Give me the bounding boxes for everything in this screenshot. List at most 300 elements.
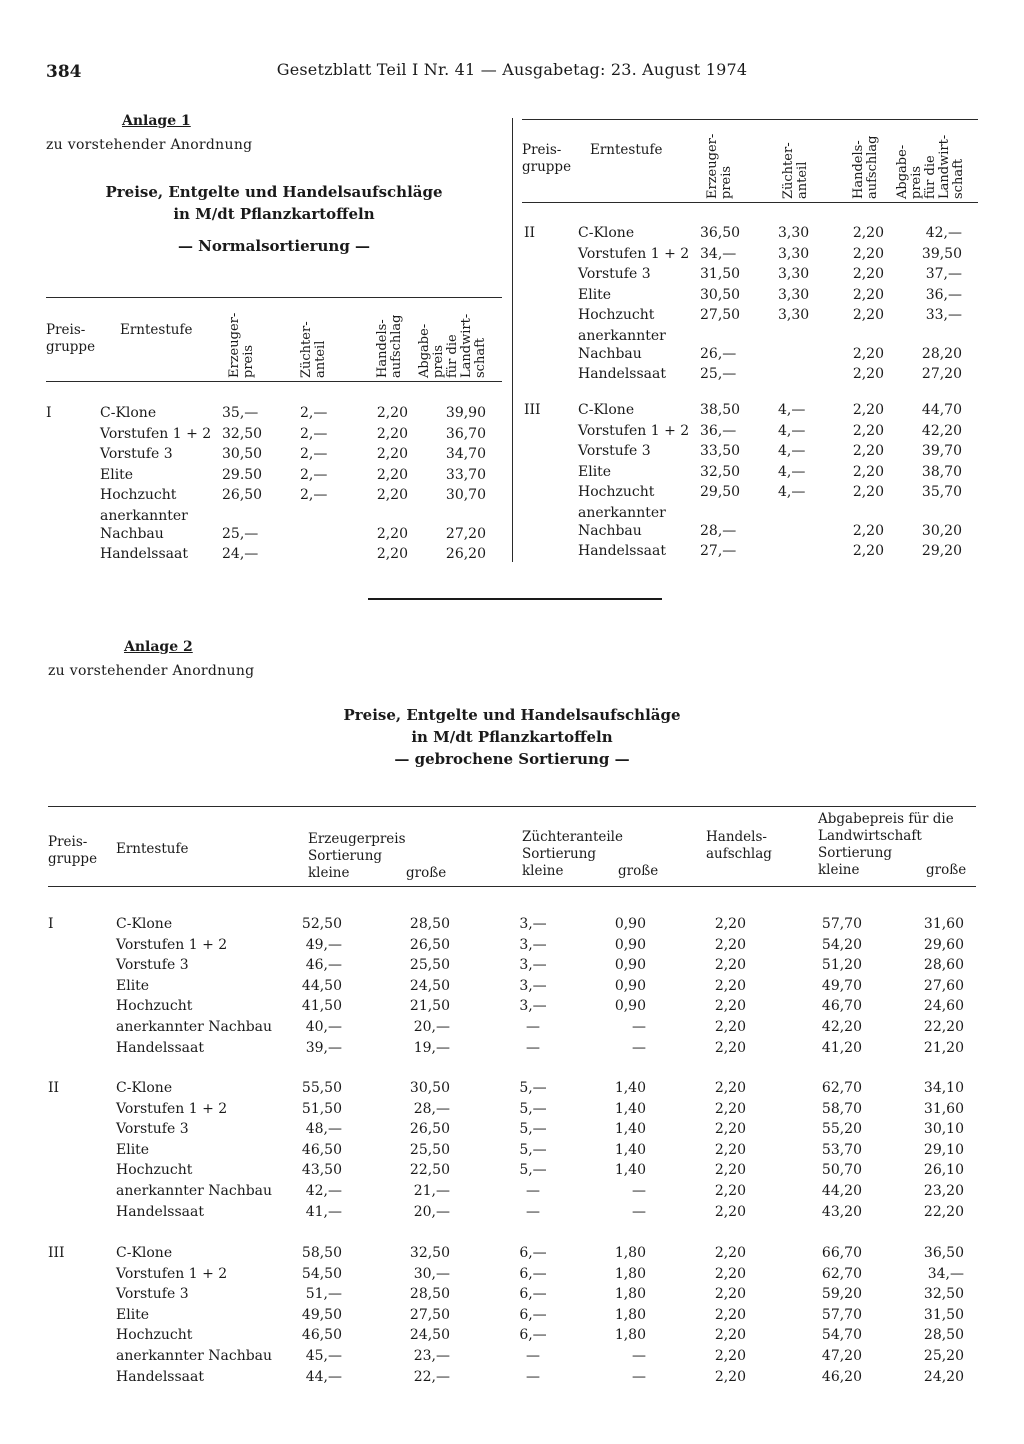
col2-erzeugerpreis-line1: Erzeugerpreis	[308, 831, 406, 847]
erzeuger-kleine-cell: 52,50	[301, 916, 342, 932]
zuechteranteil-cell: 2,—	[300, 487, 328, 504]
zuechter-grosse-cell: —	[632, 1368, 646, 1385]
abgabe-grosse-cell: 29,10	[923, 1141, 964, 1158]
stage-cell: Hochzucht	[116, 1327, 193, 1344]
erzeugerpreis-cell: 26,50	[222, 487, 263, 504]
table-row	[0, 1183, 1000, 1204]
stage-cell: anerkannter Nachbau	[116, 1348, 273, 1364]
abgabe-kleine-cell: 46,20	[821, 1368, 862, 1385]
zuechter-grosse-cell: 0,90	[614, 916, 646, 932]
erzeugerpreis-cell: 33,50	[700, 443, 741, 460]
stage-cell: anerkannter	[578, 328, 666, 344]
abgabepreis-cell: 37,—	[925, 266, 962, 283]
handelsaufschlag-cell: 2,20	[852, 225, 884, 241]
table-row	[0, 402, 1000, 423]
handelsaufschlag-cell: 2,20	[852, 484, 884, 501]
handel-cell: 2,20	[714, 957, 746, 974]
col-erzeugerpreis-right: Erzeuger- preis	[705, 133, 734, 199]
erzeuger-kleine-cell: 42,—	[305, 1183, 342, 1199]
zuechteranteil-cell: 4,—	[778, 402, 806, 418]
stage-cell: Hochzucht	[100, 487, 177, 504]
stage-cell: Nachbau	[578, 345, 642, 362]
abgabe-grosse-cell: 24,20	[923, 1368, 964, 1385]
abgabe-kleine-cell: 44,20	[821, 1183, 862, 1199]
abgabepreis-cell: 42,—	[925, 225, 962, 241]
stage-cell: Handelssaat	[578, 543, 666, 560]
zuechteranteil-cell: 4,—	[778, 484, 806, 501]
handel-cell: 2,20	[714, 1203, 746, 1220]
anlage2-group-label: I	[48, 916, 54, 932]
table-row	[0, 423, 1000, 444]
anlage2-title-line3: — gebrochene Sortierung —	[394, 750, 630, 768]
zuechter-grosse-cell: 1,80	[614, 1286, 646, 1303]
erzeuger-grosse-cell: 30,—	[413, 1265, 450, 1282]
erzeuger-grosse-cell: 25,50	[409, 1141, 450, 1158]
erzeugerpreis-cell: 28,—	[700, 522, 737, 539]
abgabepreis-cell: 33,—	[925, 307, 962, 324]
zuechter-grosse-cell: —	[632, 1019, 646, 1035]
handel-cell: 2,20	[714, 1265, 746, 1282]
zuechter-kleine-cell: 3,—	[519, 957, 547, 974]
erzeugerpreis-cell: 34,—	[700, 245, 737, 262]
abgabe-grosse-cell: 31,60	[923, 1100, 964, 1117]
table-row	[0, 1080, 1000, 1101]
zuechter-grosse-cell: 0,90	[614, 957, 646, 974]
col2-handelsaufschlag	[706, 829, 772, 863]
handel-cell: 2,20	[714, 1327, 746, 1344]
zuechteranteil-cell: 3,30	[778, 266, 810, 283]
table-row	[0, 1245, 1000, 1266]
stage-cell: Handelssaat	[116, 1203, 204, 1220]
erzeuger-kleine-cell: 40,—	[305, 1019, 342, 1035]
anlage2-group-label: II	[48, 1080, 60, 1096]
zuechter-kleine-cell: 3,—	[519, 977, 547, 994]
abgabe-kleine-cell: 41,20	[821, 1039, 862, 1056]
erzeuger-grosse-cell: 24,50	[409, 977, 450, 994]
abgabe-grosse-cell: 30,10	[923, 1121, 964, 1138]
abgabe-kleine-cell: 54,70	[821, 1327, 862, 1344]
table2-header-rule	[48, 886, 976, 887]
abgabepreis-cell: 33,70	[445, 466, 486, 483]
handelsaufschlag-cell: 2,20	[852, 286, 884, 303]
anlage1-title-line3: — Normalsortierung —	[177, 237, 371, 255]
table-row	[0, 1369, 1000, 1390]
stage-cell: Handelssaat	[116, 1368, 204, 1385]
erzeugerpreis-cell: 30,50	[700, 286, 741, 303]
stage-cell: Vorstufe 3	[578, 443, 651, 460]
zuechteranteil-cell: 4,—	[778, 463, 806, 480]
zuechter-kleine-cell: 6,—	[519, 1265, 547, 1282]
handelsaufschlag-cell: 2,20	[376, 425, 408, 442]
anlage2-group-label: III	[48, 1245, 65, 1261]
zuechteranteil-cell: 3,30	[778, 245, 810, 262]
erzeugerpreis-cell: 27,50	[700, 307, 741, 324]
abgabe-grosse-cell: 34,—	[927, 1265, 964, 1282]
col-erntestufe: Erntestufe	[120, 322, 193, 338]
zuechter-grosse-cell: 1,80	[614, 1245, 646, 1261]
handel-cell: 2,20	[714, 977, 746, 994]
zuechter-grosse-cell: 1,40	[614, 1121, 646, 1138]
col2-abgabe-kleine: kleine	[818, 862, 860, 878]
stage-cell: Vorstufe 3	[578, 266, 651, 283]
abgabe-kleine-cell: 57,70	[821, 916, 862, 932]
handel-cell: 2,20	[714, 1306, 746, 1323]
erzeuger-grosse-cell: 30,50	[409, 1080, 450, 1096]
anlage1-subtitle: zu vorstehender Anordnung	[46, 137, 253, 153]
erzeugerpreis-cell: 29,50	[700, 484, 741, 501]
stage-cell: Hochzucht	[578, 484, 655, 501]
erzeuger-grosse-cell: 22,50	[409, 1162, 450, 1179]
zuechter-kleine-cell: 6,—	[519, 1245, 547, 1261]
erzeugerpreis-cell: 25,—	[700, 366, 737, 383]
anlage2-title	[262, 704, 762, 770]
col-preisgruppe: Preis- gruppe	[46, 322, 96, 355]
zuechter-kleine-cell: 5,—	[519, 1141, 547, 1158]
erzeuger-kleine-cell: 41,50	[301, 998, 342, 1015]
erzeugerpreis-cell: 36,—	[700, 422, 737, 439]
col2-zuechter-kleine: kleine	[522, 863, 564, 879]
abgabepreis-cell: 39,70	[921, 443, 962, 460]
col-abgabepreis-right: Abgabe- preis für die Landwirt- schaft	[895, 134, 966, 199]
col2-abgabepreis	[818, 811, 954, 862]
stage-cell: Hochzucht	[116, 1162, 193, 1179]
erzeuger-kleine-cell: 44,50	[301, 977, 342, 994]
table-row	[0, 1327, 1000, 1348]
erzeuger-kleine-cell: 43,50	[301, 1162, 342, 1179]
zuechter-kleine-cell: —	[526, 1203, 540, 1220]
handel-cell: 2,20	[714, 1245, 746, 1261]
table-row	[0, 1162, 1000, 1183]
table-row	[0, 287, 1000, 308]
zuechter-grosse-cell: 1,40	[614, 1162, 646, 1179]
section-separator	[368, 598, 662, 600]
table-row	[0, 998, 1000, 1019]
erzeuger-kleine-cell: 44,—	[305, 1368, 342, 1385]
erzeuger-grosse-cell: 27,50	[409, 1306, 450, 1323]
zuechteranteil-cell: 4,—	[778, 422, 806, 439]
handel-cell: 2,20	[714, 1141, 746, 1158]
col-erzeugerpreis: Erzeuger- preis	[227, 312, 256, 378]
zuechter-kleine-cell: 5,—	[519, 1080, 547, 1096]
handel-cell: 2,20	[714, 1080, 746, 1096]
erzeugerpreis-cell: 29.50	[222, 466, 263, 483]
zuechter-kleine-cell: 6,—	[519, 1327, 547, 1344]
abgabepreis-cell: 27,20	[445, 525, 486, 542]
erzeuger-grosse-cell: 20,—	[413, 1019, 450, 1035]
handelsaufschlag-cell: 2,20	[852, 443, 884, 460]
stage-cell: Nachbau	[100, 525, 164, 542]
handel-cell: 2,20	[714, 1100, 746, 1117]
stage-cell: Elite	[100, 466, 134, 483]
abgabe-grosse-cell: 28,60	[923, 957, 964, 974]
erzeuger-grosse-cell: 26,50	[409, 936, 450, 953]
abgabe-grosse-cell: 22,20	[923, 1203, 964, 1220]
erzeuger-kleine-cell: 41,—	[305, 1203, 342, 1220]
anlage1-label: Anlage 1	[122, 113, 191, 129]
anlage2-title-line1: Preise, Entgelte und Handelsaufschläge	[343, 706, 681, 724]
zuechteranteil-cell: 2,—	[300, 446, 328, 463]
table-row	[0, 1142, 1000, 1163]
table-row	[0, 443, 1000, 464]
table1-right-top-rule	[522, 119, 978, 120]
abgabe-grosse-cell: 31,50	[923, 1306, 964, 1323]
zuechter-kleine-cell: —	[526, 1183, 540, 1199]
erzeuger-grosse-cell: 20,—	[413, 1203, 450, 1220]
abgabe-kleine-cell: 62,70	[821, 1080, 862, 1096]
handelsaufschlag-cell: 2,20	[376, 487, 408, 504]
abgabe-grosse-cell: 21,20	[923, 1039, 964, 1056]
col2-preisgruppe-line1: Preis-	[48, 834, 88, 850]
col2-abgabe-grosse: große	[926, 862, 967, 878]
col-handelsaufschlag: Handels- aufschlag	[375, 314, 404, 378]
erzeugerpreis-cell: 30,50	[222, 446, 263, 463]
erzeugerpreis-cell: 26,—	[700, 345, 737, 362]
handel-cell: 2,20	[714, 1121, 746, 1138]
erzeuger-kleine-cell: 49,50	[301, 1306, 342, 1323]
zuechter-kleine-cell: 5,—	[519, 1100, 547, 1117]
handel-cell: 2,20	[714, 1183, 746, 1199]
abgabe-kleine-cell: 49,70	[821, 977, 862, 994]
table-row	[0, 1121, 1000, 1142]
stage-cell: Vorstufe 3	[116, 957, 189, 974]
handelsaufschlag-cell: 2,20	[852, 543, 884, 560]
abgabe-kleine-cell: 53,70	[821, 1141, 862, 1158]
zuechter-grosse-cell: —	[632, 1183, 646, 1199]
table-row	[0, 523, 1000, 544]
erzeuger-kleine-cell: 49,—	[305, 936, 342, 953]
abgabe-kleine-cell: 50,70	[821, 1162, 862, 1179]
erzeuger-kleine-cell: 58,50	[301, 1245, 342, 1261]
abgabepreis-cell: 35,70	[921, 484, 962, 501]
erzeuger-kleine-cell: 51,50	[301, 1100, 342, 1117]
table-row	[0, 543, 1000, 564]
anlage2-subtitle: zu vorstehender Anordnung	[48, 663, 255, 679]
zuechter-grosse-cell: 0,90	[614, 936, 646, 953]
erzeugerpreis-cell: 32,50	[700, 463, 741, 480]
col-zuechteranteil-right: Züchter- anteil	[781, 142, 810, 199]
table-row	[0, 1040, 1000, 1061]
zuechter-kleine-cell: —	[526, 1368, 540, 1385]
col-erntestufe-right: Erntestufe	[590, 142, 663, 158]
stage-cell: C-Klone	[578, 402, 635, 418]
abgabepreis-cell: 34,70	[445, 446, 486, 463]
col2-zuechter-line1: Züchteranteile	[522, 829, 623, 845]
table-row	[0, 1348, 1000, 1369]
abgabe-kleine-cell: 54,20	[821, 936, 862, 953]
abgabe-kleine-cell: 57,70	[821, 1306, 862, 1323]
stage-cell: Vorstufen 1 + 2	[116, 936, 228, 953]
abgabe-kleine-cell: 42,20	[821, 1019, 862, 1035]
erzeuger-grosse-cell: 21,50	[409, 998, 450, 1015]
handelsaufschlag-cell: 2,20	[852, 463, 884, 480]
col2-zuechter-grosse: große	[618, 863, 659, 879]
stage-cell: anerkannter	[100, 508, 188, 524]
table-row	[0, 1019, 1000, 1040]
stage-cell: C-Klone	[100, 405, 157, 421]
abgabe-kleine-cell: 66,70	[821, 1245, 862, 1261]
erzeugerpreis-cell: 32,50	[222, 425, 263, 442]
erzeugerpreis-cell: 24,—	[222, 546, 259, 563]
abgabe-grosse-cell: 26,10	[923, 1162, 964, 1179]
handelsaufschlag-cell: 2,20	[376, 546, 408, 563]
table-row	[0, 1266, 1000, 1287]
zuechteranteil-cell: 3,30	[778, 286, 810, 303]
table-row	[0, 246, 1000, 267]
stage-cell: Vorstufen 1 + 2	[578, 245, 690, 262]
table1-right-header-rule	[522, 202, 978, 203]
zuechter-kleine-cell: 3,—	[519, 998, 547, 1015]
zuechteranteil-cell: 3,30	[778, 225, 810, 241]
col2-handel-line2: aufschlag	[706, 846, 772, 862]
stage-cell: Vorstufe 3	[100, 446, 173, 463]
stage-cell: Handelssaat	[116, 1039, 204, 1056]
erzeugerpreis-cell: 25,—	[222, 525, 259, 542]
col2-handel-line1: Handels-	[706, 829, 767, 845]
zuechter-kleine-cell: 5,—	[519, 1121, 547, 1138]
abgabepreis-cell: 28,20	[921, 345, 962, 362]
zuechteranteil-cell: 4,—	[778, 443, 806, 460]
handel-cell: 2,20	[714, 1368, 746, 1385]
col2-erntestufe: Erntestufe	[116, 841, 189, 857]
col2-erzeugerpreis-line2: Sortierung	[308, 848, 383, 864]
erzeuger-kleine-cell: 48,—	[305, 1121, 342, 1138]
abgabe-kleine-cell: 59,20	[821, 1286, 862, 1303]
stage-cell: Vorstufe 3	[116, 1286, 189, 1303]
erzeuger-grosse-cell: 23,—	[413, 1348, 450, 1364]
handel-cell: 2,20	[714, 1019, 746, 1035]
stage-cell: anerkannter Nachbau	[116, 1019, 273, 1035]
erzeuger-kleine-cell: 55,50	[301, 1080, 342, 1096]
stage-cell: Vorstufen 1 + 2	[578, 422, 690, 439]
handel-cell: 2,20	[714, 1348, 746, 1364]
erzeuger-kleine-cell: 46,—	[305, 957, 342, 974]
stage-cell: Handelssaat	[100, 546, 188, 563]
table-row	[0, 484, 1000, 505]
erzeuger-grosse-cell: 21,—	[413, 1183, 450, 1199]
abgabe-grosse-cell: 25,20	[923, 1348, 964, 1364]
zuechter-grosse-cell: 1,80	[614, 1306, 646, 1323]
abgabe-kleine-cell: 43,20	[821, 1203, 862, 1220]
col2-abgabe-line1: Abgabepreis für die	[818, 811, 954, 827]
stage-cell: Hochzucht	[116, 998, 193, 1015]
anlage1-title-line2: in M/dt Pflanzkartoffeln	[173, 205, 375, 223]
zuechteranteil-cell: 2,—	[300, 425, 328, 442]
abgabe-grosse-cell: 24,60	[923, 998, 964, 1015]
zuechteranteil-cell: 2,—	[300, 466, 328, 483]
erzeuger-grosse-cell: 28,—	[413, 1100, 450, 1117]
col-handelsaufschlag-right: Handels- aufschlag	[851, 135, 880, 199]
erzeuger-kleine-cell: 46,50	[301, 1141, 342, 1158]
col2-zuechter-line2: Sortierung	[522, 846, 597, 862]
abgabe-grosse-cell: 32,50	[923, 1286, 964, 1303]
abgabepreis-cell: 36,—	[925, 286, 962, 303]
erzeugerpreis-cell: 27,—	[700, 543, 737, 560]
abgabepreis-cell: 38,70	[921, 463, 962, 480]
col2-preisgruppe	[48, 834, 97, 868]
table-row	[0, 307, 1000, 328]
zuechter-grosse-cell: 0,90	[614, 977, 646, 994]
anlage1-title-line1: Preise, Entgelte und Handelsaufschläge	[105, 183, 443, 201]
abgabe-grosse-cell: 29,60	[923, 936, 964, 953]
page-number: 384	[46, 62, 82, 82]
col2-abgabe-line2: Landwirtschaft	[818, 828, 922, 844]
table-row	[0, 1204, 1000, 1225]
table2-top-rule	[48, 806, 976, 807]
stage-cell: C-Klone	[116, 916, 173, 932]
handelsaufschlag-cell: 2,20	[376, 525, 408, 542]
erzeuger-kleine-cell: 46,50	[301, 1327, 342, 1344]
abgabe-grosse-cell: 31,60	[923, 916, 964, 932]
table-row	[0, 225, 1000, 246]
abgabe-kleine-cell: 55,20	[821, 1121, 862, 1138]
zuechter-kleine-cell: —	[526, 1348, 540, 1364]
table-row	[0, 366, 1000, 387]
erzeugerpreis-cell: 31,50	[700, 266, 741, 283]
handelsaufschlag-cell: 2,20	[852, 245, 884, 262]
erzeuger-kleine-cell: 45,—	[305, 1348, 342, 1364]
abgabe-kleine-cell: 47,20	[821, 1348, 862, 1364]
table-row	[0, 346, 1000, 367]
handelsaufschlag-cell: 2,20	[852, 522, 884, 539]
anlage1-group-label: III	[524, 402, 541, 418]
stage-cell: Vorstufen 1 + 2	[116, 1265, 228, 1282]
handel-cell: 2,20	[714, 936, 746, 953]
abgabepreis-cell: 39,50	[921, 245, 962, 262]
abgabepreis-cell: 30,70	[445, 487, 486, 504]
stage-cell: Nachbau	[578, 522, 642, 539]
stage-cell: Hochzucht	[578, 307, 655, 324]
table-row	[0, 957, 1000, 978]
zuechter-kleine-cell: 3,—	[519, 936, 547, 953]
stage-cell: Vorstufen 1 + 2	[116, 1100, 228, 1117]
table-row	[0, 1101, 1000, 1122]
col2-zuechteranteile	[522, 829, 623, 863]
erzeuger-kleine-cell: 54,50	[301, 1265, 342, 1282]
erzeugerpreis-cell: 35,—	[222, 405, 259, 421]
zuechter-grosse-cell: —	[632, 1203, 646, 1220]
erzeuger-kleine-cell: 39,—	[305, 1039, 342, 1056]
anlage2-label: Anlage 2	[124, 639, 193, 655]
zuechter-grosse-cell: 1,40	[614, 1100, 646, 1117]
handelsaufschlag-cell: 2,20	[852, 266, 884, 283]
abgabe-kleine-cell: 62,70	[821, 1265, 862, 1282]
stage-cell: Vorstufen 1 + 2	[100, 425, 212, 442]
stage-cell: Elite	[116, 977, 150, 994]
abgabepreis-cell: 26,20	[445, 546, 486, 563]
handelsaufschlag-cell: 2,20	[376, 466, 408, 483]
table-row	[0, 266, 1000, 287]
zuechter-grosse-cell: 1,40	[614, 1080, 646, 1096]
stage-cell: C-Klone	[116, 1245, 173, 1261]
handelsaufschlag-cell: 2,20	[852, 422, 884, 439]
abgabepreis-cell: 27,20	[921, 366, 962, 383]
abgabepreis-cell: 36,70	[445, 425, 486, 442]
zuechter-grosse-cell: 1,80	[614, 1265, 646, 1282]
erzeuger-grosse-cell: 26,50	[409, 1121, 450, 1138]
erzeuger-grosse-cell: 28,50	[409, 1286, 450, 1303]
table-row	[0, 937, 1000, 958]
abgabe-grosse-cell: 23,20	[923, 1183, 964, 1199]
stage-cell: C-Klone	[578, 225, 635, 241]
abgabe-grosse-cell: 27,60	[923, 977, 964, 994]
abgabepreis-cell: 39,90	[445, 405, 486, 421]
stage-cell: Elite	[578, 286, 612, 303]
zuechter-kleine-cell: —	[526, 1039, 540, 1056]
erzeuger-kleine-cell: 51,—	[305, 1286, 342, 1303]
col2-erzeuger-kleine: kleine	[308, 865, 350, 881]
stage-cell: Elite	[116, 1141, 150, 1158]
anlage1-group-label: I	[46, 405, 52, 421]
